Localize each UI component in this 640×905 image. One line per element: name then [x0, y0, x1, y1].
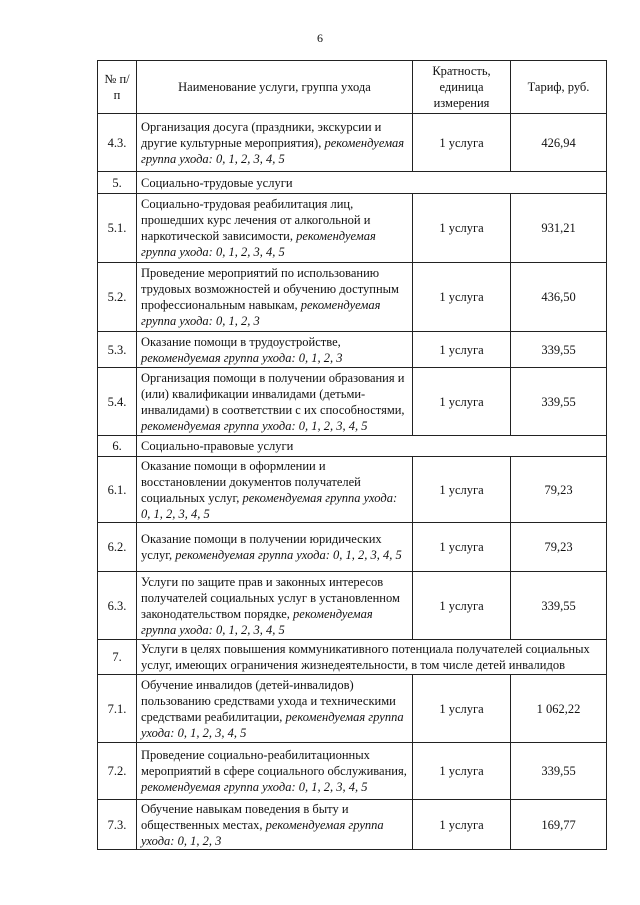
row-num: 5.1.: [98, 194, 137, 263]
row-name: Услуги по защите прав и законных интересов получателей социальных услуг в установленном законодательством порядке, рекомендуемая группа ухода: 0, 1, 2, 3, 4, 5: [137, 572, 413, 640]
row-name: Организация досуга (праздники, экскурсии и другие культурные мероприятия), рекомендуемая группа ухода: 0, 1, 2, 3, 4, 5: [137, 114, 413, 172]
row-name: Обучение инвалидов (детей-инвалидов) пользованию средствами ухода и техническими средствами реабилитации, рекомендуемая группа ухода: 0, 1, 2, 3, 4, 5: [137, 675, 413, 743]
table-row: [98, 332, 607, 368]
row-unit: 1 услуга: [413, 800, 511, 850]
section-title: Социально-правовые услуги: [137, 436, 607, 457]
section-num: 5.: [98, 172, 137, 194]
row-unit: 1 услуга: [413, 263, 511, 332]
table-row: [98, 743, 607, 800]
section-title: Услуги в целях повышения коммуникативного потенциала получателей социальных услуг, имеющих ограничения жизнедеятельности, в том числе детей инвалидов: [137, 640, 607, 675]
row-num: 7.1.: [98, 675, 137, 743]
row-name: Социально-трудовая реабилитация лиц, прошедших курс лечения от алкогольной и наркотической зависимости, рекомендуемая группа ухода: 0, 1, 2, 3, 4, 5: [137, 194, 413, 263]
section-num: 6.: [98, 436, 137, 457]
row-tariff: 79,23: [511, 523, 607, 572]
row-num: 5.4.: [98, 368, 137, 436]
section-row: [98, 640, 607, 675]
row-tariff: 426,94: [511, 114, 607, 172]
row-name: Оказание помощи в получении юридических услуг, рекомендуемая группа ухода: 0, 1, 2, 3, 4, 5: [137, 523, 413, 572]
header-unit: Кратность, единица измерения: [413, 61, 511, 114]
row-tariff: 339,55: [511, 572, 607, 640]
table-row: [98, 572, 607, 640]
care-group: рекомендуемая группа ухода: 0, 1, 2, 3, 4, 5: [141, 490, 398, 521]
row-name: Обучение навыкам поведения в быту и общественных местах, рекомендуемая группа ухода: 0, 1, 2, 3: [137, 800, 413, 850]
table-row: [98, 675, 607, 743]
row-tariff: 1 062,22: [511, 675, 607, 743]
row-name: Проведение социально-реабилитационных мероприятий в сфере социального обслуживания, рекомендуемая группа ухода: 0, 1, 2, 3, 4, 5: [137, 743, 413, 800]
table-row: [98, 457, 607, 523]
row-tariff: 339,55: [511, 743, 607, 800]
row-unit: 1 услуга: [413, 572, 511, 640]
page-number: 6: [317, 31, 323, 45]
row-unit: 1 услуга: [413, 457, 511, 523]
table-row: [98, 368, 607, 436]
section-row: [98, 436, 607, 457]
table-row: [98, 114, 607, 172]
care-group: рекомендуемая группа ухода: 0, 1, 2, 3: [141, 350, 343, 365]
section-row: [98, 172, 607, 194]
care-group: рекомендуемая группа ухода: 0, 1, 2, 3, 4, 5: [141, 780, 368, 794]
row-num: 6.2.: [98, 523, 137, 572]
care-group: рекомендуемая группа ухода: 0, 1, 2, 3, 4, 5: [141, 229, 376, 259]
care-group: рекомендуемая группа ухода: 0, 1, 2, 3: [141, 817, 384, 848]
row-tariff: 931,21: [511, 194, 607, 263]
row-num: 7.2.: [98, 743, 137, 800]
row-unit: 1 услуга: [413, 523, 511, 572]
table-row: [98, 194, 607, 263]
row-unit: 1 услуга: [413, 114, 511, 172]
row-name: Проведение мероприятий по использованию трудовых возможностей и обучению доступным профессиональным навыкам, рекомендуемая группа ухода: 0, 1, 2, 3: [137, 263, 413, 332]
header-tariff: Тариф, руб.: [511, 61, 607, 114]
row-name: Оказание помощи в трудоустройстве, рекомендуемая группа ухода: 0, 1, 2, 3: [137, 332, 413, 368]
row-tariff: 79,23: [511, 457, 607, 523]
row-num: 4.3.: [98, 114, 137, 172]
table-row: [98, 263, 607, 332]
section-title: Социально-трудовые услуги: [137, 172, 607, 194]
row-num: 5.2.: [98, 263, 137, 332]
row-unit: 1 услуга: [413, 675, 511, 743]
header-num: № п/п: [98, 61, 137, 114]
row-name: Оказание помощи в оформлении и восстановлении документов получателей социальных услуг, рекомендуемая группа ухода: 0, 1, 2, 3, 4, 5: [137, 457, 413, 523]
header-name: Наименование услуги, группа ухода: [137, 61, 413, 114]
care-group: рекомендуемая группа ухода: 0, 1, 2, 3, 4, 5: [141, 135, 405, 166]
row-unit: 1 услуга: [413, 332, 511, 368]
row-tariff: 339,55: [511, 368, 607, 436]
row-tariff: 169,77: [511, 800, 607, 850]
row-name: Организация помощи в получении образования и (или) квалификации инвалидами (детьми-инвалидами) в соответствии с их способностями, рекомендуемая группа ухода: 0, 1, 2, 3, 4, 5: [137, 368, 413, 436]
row-tariff: 436,50: [511, 263, 607, 332]
row-unit: 1 услуга: [413, 368, 511, 436]
care-group: рекомендуемая группа ухода: 0, 1, 2, 3, 4, 5: [141, 606, 373, 637]
row-unit: 1 услуга: [413, 743, 511, 800]
row-unit: 1 услуга: [413, 194, 511, 263]
section-num: 7.: [98, 640, 137, 675]
table-header-row: [98, 61, 607, 114]
row-num: 6.3.: [98, 572, 137, 640]
care-group: рекомендуемая группа ухода: 0, 1, 2, 3, 4, 5: [175, 548, 402, 562]
care-group: рекомендуемая группа ухода: 0, 1, 2, 3: [141, 298, 381, 328]
care-group: рекомендуемая группа ухода: 0, 1, 2, 3, 4, 5: [141, 709, 404, 740]
services-tariff-table: [97, 60, 607, 850]
table-row: [98, 523, 607, 572]
care-group: рекомендуемая группа ухода: 0, 1, 2, 3, 4, 5: [141, 418, 368, 433]
table-row: [98, 800, 607, 850]
row-num: 5.3.: [98, 332, 137, 368]
row-num: 6.1.: [98, 457, 137, 523]
row-num: 7.3.: [98, 800, 137, 850]
row-tariff: 339,55: [511, 332, 607, 368]
